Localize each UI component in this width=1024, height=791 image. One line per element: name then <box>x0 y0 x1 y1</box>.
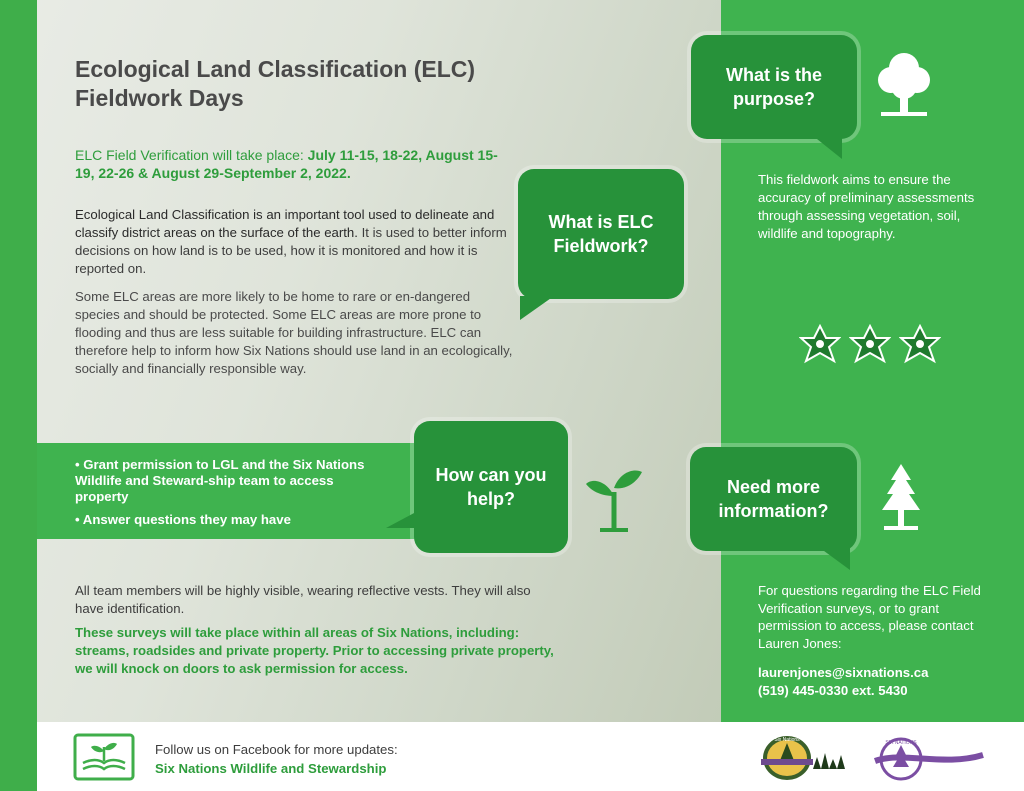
pine-tree-icon <box>878 462 924 534</box>
six-nations-grand-river-logo <box>873 737 985 781</box>
areas-text: These surveys will take place within all areas of Six Nations, including: streams, roadsides and private property. Prior to accessing private property, we will knock on doors to ask permission for access. <box>75 625 554 676</box>
help-bubble <box>414 421 568 553</box>
contact-phone[interactable]: (519) 445-0330 ext. 5430 <box>758 683 908 698</box>
flower-icon <box>849 324 891 364</box>
purpose-bubble <box>691 35 857 139</box>
flower-icon <box>799 324 841 364</box>
intro-rest: It is used to better inform decisions on how land is to be used, how it is monitored and how it is reported on. <box>75 225 507 276</box>
help-item: • Answer questions they may have <box>75 512 291 527</box>
verification-dates-strong: July 11-15, 18-22, August 15-19, 22-26 & August 29-September 2, 2022. <box>75 147 498 181</box>
page-title: Ecological Land Classification (ELC) Fieldwork Days <box>75 56 476 111</box>
fieldwork-bubble <box>518 169 684 299</box>
left-green-stripe <box>0 0 37 791</box>
facebook-page-link[interactable]: Six Nations Wildlife and Stewardship <box>155 761 387 776</box>
fieldwork-bubble-label: What is ELC Fieldwork? <box>548 212 654 256</box>
help-item-text: Answer questions they may have <box>82 512 291 527</box>
info-bubble <box>690 447 857 551</box>
purpose-text: This fieldwork aims to ensure the accuracy of preliminary assessments through assessing vegetation, soil, wildlife and topography. <box>758 172 975 241</box>
intro-paragraph <box>75 206 515 278</box>
help-item-text: Grant permission to LGL and the Six Nations Wildlife and Steward-ship team to access property <box>75 457 365 504</box>
purpose-bubble-label: What is the purpose? <box>725 65 822 109</box>
logo2-text: SIX NATIONS <box>885 740 917 746</box>
contact-details <box>758 664 998 700</box>
info-bubble-label: Need more information? <box>718 477 829 521</box>
help-bubble-tail <box>386 512 416 528</box>
visibility-text: All team members will be highly visible, wearing reflective vests. They will also have identification. <box>75 583 531 616</box>
follow-text: Follow us on Facebook for more updates: <box>155 742 398 757</box>
contact-email[interactable]: laurenjones@sixnations.ca <box>758 665 929 680</box>
contact-text: For questions regarding the ELC Field Verification surveys, or to grant permission to access, please contact Lauren Jones: <box>758 583 981 651</box>
help-item: • Grant permission to LGL and the Six Nations Wildlife and Steward-ship team to access property <box>75 457 365 504</box>
intro-lead: Ecological Land Classification is an important tool used to delineate and classify district areas on the surface of the earth. <box>75 207 495 240</box>
six-nations-stewardship-logo <box>757 733 849 783</box>
info-bubble-tail <box>820 548 850 570</box>
book-leaf-icon <box>73 733 135 781</box>
purpose-bubble-tail <box>812 135 842 159</box>
verification-dates <box>75 146 515 182</box>
logo1-text: Six Nations <box>774 737 800 743</box>
tree-icon <box>875 50 933 120</box>
sprout-icon <box>584 462 644 534</box>
fieldwork-bubble-tail <box>520 296 554 320</box>
flower-icon <box>899 324 941 364</box>
help-bubble-label: How can you help? <box>435 465 547 509</box>
verification-lead: ELC Field Verification will take place: <box>75 147 308 163</box>
intro-second-paragraph: Some ELC areas are more likely to be home to rare or en-dangered species and should be protected. Some ELC areas are more prone to flooding and thus are less suitable for building infrastructure. ELC can therefore help to inform how Six Nations should use land in an ecologically, socially and financially responsible way. <box>75 289 513 376</box>
help-list <box>75 457 375 535</box>
